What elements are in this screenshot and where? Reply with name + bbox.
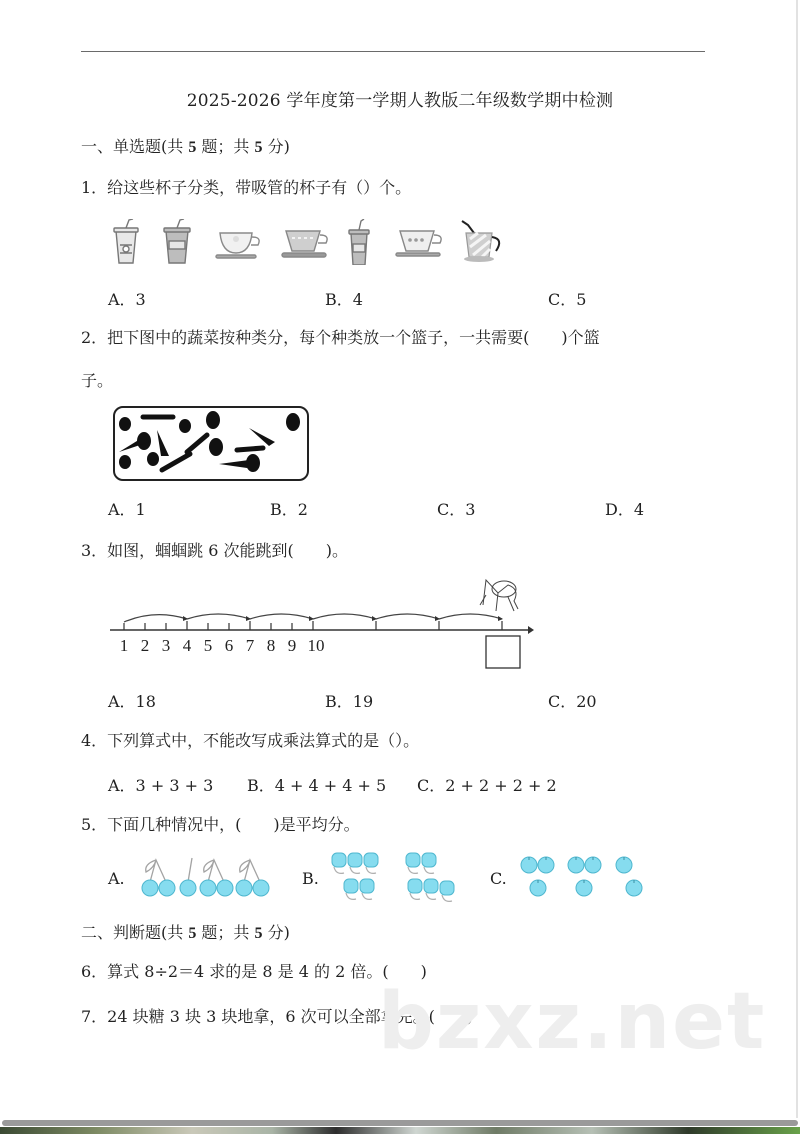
q2-option-c[interactable]: C．3 bbox=[437, 500, 476, 519]
q1-option-c[interactable]: C．5 bbox=[548, 290, 587, 309]
q3-option-c[interactable]: C．20 bbox=[548, 692, 597, 711]
svg-text:10: 10 bbox=[307, 636, 325, 655]
section-heading-single-choice: 一、单选题(共 5 题；共 5 分) bbox=[81, 137, 290, 156]
teacup-icon bbox=[216, 233, 259, 258]
cabbage-group-top-left bbox=[332, 853, 378, 867]
q5-option-a[interactable]: A. bbox=[108, 869, 125, 888]
answer-box bbox=[486, 636, 520, 668]
q5-option-b[interactable]: B. bbox=[302, 869, 319, 888]
q4-option-a[interactable]: A．3 + 3 + 3 bbox=[108, 776, 214, 795]
svg-text:9: 9 bbox=[287, 636, 297, 655]
tick-label: 1 bbox=[119, 636, 129, 655]
cup-with-straw-icon bbox=[164, 219, 190, 263]
svg-text:5: 5 bbox=[203, 636, 213, 655]
q3-option-a[interactable]: A．18 bbox=[108, 692, 156, 711]
teacup-icon bbox=[282, 231, 327, 257]
background-photo-strip bbox=[0, 1127, 800, 1134]
q2-option-a[interactable]: A．1 bbox=[108, 500, 146, 519]
points-total: 5 bbox=[254, 139, 263, 156]
question-2-vegetables-image bbox=[113, 406, 309, 481]
q2-option-b[interactable]: B．2 bbox=[270, 500, 308, 519]
svg-text:6: 6 bbox=[224, 636, 234, 655]
svg-text:7: 7 bbox=[245, 636, 255, 655]
q1-option-b[interactable]: B．4 bbox=[325, 290, 363, 309]
svg-text:8: 8 bbox=[266, 636, 276, 655]
question-count: 5 bbox=[188, 925, 197, 942]
teacup-icon bbox=[396, 231, 441, 256]
page-title: 2025-2026 学年度第一学期人教版二年级数学期中检测 bbox=[186, 91, 614, 111]
header-rule bbox=[81, 51, 705, 52]
mug-with-straw-icon bbox=[462, 221, 499, 262]
q5-option-b-vegetables-image bbox=[330, 851, 465, 909]
cherry-icon bbox=[142, 880, 158, 896]
question-1-cups-image bbox=[108, 219, 508, 265]
question-3-number-line bbox=[108, 575, 538, 675]
q4-option-b[interactable]: B．4 + 4 + 4 + 5 bbox=[247, 776, 387, 795]
q5-option-a-cherries-image bbox=[138, 850, 273, 902]
grasshopper-icon bbox=[480, 580, 518, 611]
q1-option-a[interactable]: A．3 bbox=[108, 290, 146, 309]
cup-with-straw-icon bbox=[114, 219, 138, 263]
question-3-text: 3．如图，蝈蝈跳 6 次能跳到( )。 bbox=[81, 541, 349, 560]
question-count: 5 bbox=[188, 139, 197, 156]
question-4-text: 4．下列算式中，不能改写成乘法算式的是（）。 bbox=[81, 731, 420, 750]
horizontal-scrollbar[interactable] bbox=[2, 1120, 798, 1126]
section-heading-true-false: 二、判断题(共 5 题；共 5 分) bbox=[81, 923, 290, 942]
question-5-text: 5．下面几种情况中，( )是平均分。 bbox=[81, 815, 360, 834]
watermark: bzxz.net bbox=[378, 977, 767, 1067]
svg-text:2: 2 bbox=[140, 636, 150, 655]
question-7-text: 7．24 块糖 3 块 3 块地拿，6 次可以全部拿完。( ) bbox=[81, 1007, 474, 1026]
question-1-text: 1．给这些杯子分类，带吸管的杯子有（）个。 bbox=[81, 178, 412, 197]
q3-option-b[interactable]: B．19 bbox=[325, 692, 374, 711]
question-2-text-line2: 子。 bbox=[81, 371, 114, 390]
q2-option-d[interactable]: D．4 bbox=[605, 500, 645, 519]
question-6-text: 6．算式 8÷2＝4 求的是 8 是 4 的 2 倍。( ) bbox=[81, 962, 427, 981]
q5-option-c-apples-image bbox=[518, 854, 653, 904]
q5-option-c[interactable]: C. bbox=[490, 869, 507, 888]
svg-text:4: 4 bbox=[182, 636, 192, 655]
points-total: 5 bbox=[254, 925, 263, 942]
question-2-text-line1: 2．把下图中的蔬菜按种类分，每个种类放一个篮子，一共需要( )个篮 bbox=[81, 328, 600, 347]
svg-text:3: 3 bbox=[161, 636, 171, 655]
vertical-scrollbar-track[interactable] bbox=[796, 0, 798, 1118]
cup-with-straw-icon bbox=[349, 219, 369, 265]
jump-arcs bbox=[124, 614, 502, 622]
q4-option-c[interactable]: C．2 + 2 + 2 + 2 bbox=[417, 776, 557, 795]
